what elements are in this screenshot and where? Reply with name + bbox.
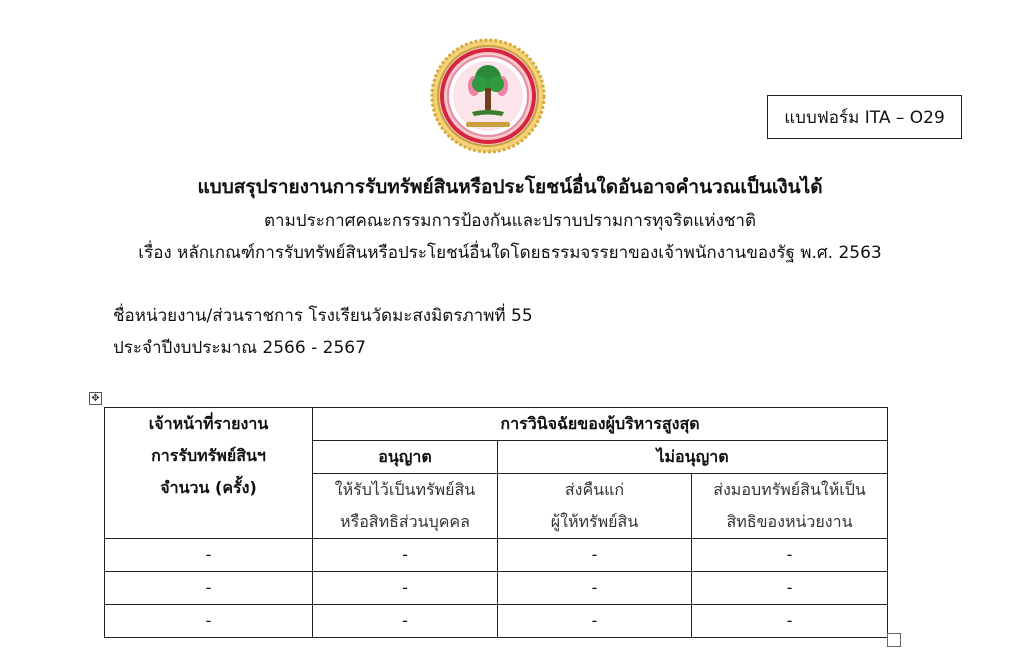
document-title: แบบสรุปรายงานการรับทรัพย์สินหรือประโยชน์อื่นใดอันอาจคำนวณเป็นเงินได้ bbox=[197, 176, 823, 198]
document-subtitle-1: ตามประกาศคณะกรรมการป้องกันและปราบปรามการทุจริตแห่งชาติ bbox=[263, 211, 757, 231]
deliver-subheader bbox=[692, 474, 888, 539]
school-logo bbox=[430, 38, 546, 154]
table-move-handle-icon[interactable]: ✥ bbox=[89, 392, 102, 405]
table-cell: - bbox=[105, 605, 313, 638]
document-subtitle-2: เรื่อง หลักเกณฑ์การรับทรัพย์สินหรือประโยชน์อื่นใดโดยธรรมจรรยาของเจ้าพนักงานของรัฐ พ.ศ. 2563 bbox=[138, 243, 882, 263]
table-cell: - bbox=[692, 539, 888, 572]
not-allowed-header: ไม่อนุญาต bbox=[498, 441, 888, 474]
officer-header-line-1: เจ้าหน้าที่รายงาน bbox=[148, 414, 269, 433]
table-row bbox=[105, 572, 888, 605]
officer-header-line-2: การรับทรัพย์สินฯ bbox=[151, 446, 266, 465]
school-emblem-tree-icon bbox=[430, 38, 546, 154]
table-cell: - bbox=[498, 539, 692, 572]
deliver-sub-line-1: ส่งมอบทรัพย์สินให้เป็น bbox=[713, 480, 866, 499]
allowed-sub-line-1: ให้รับไว้เป็นทรัพย์สิน bbox=[334, 480, 476, 499]
officer-count-header bbox=[105, 408, 313, 539]
deliver-sub-line-2: สิทธิของหน่วยงาน bbox=[726, 512, 853, 531]
allowed-subheader bbox=[313, 474, 498, 539]
return-subheader bbox=[498, 474, 692, 539]
table-cell: - bbox=[498, 572, 692, 605]
allowed-sub-line-2: หรือสิทธิส่วนบุคคล bbox=[340, 512, 470, 531]
table-row bbox=[105, 539, 888, 572]
budget-year-line: ประจำปีงบประมาณ 2566 - 2567 bbox=[113, 338, 366, 358]
table-cell: - bbox=[313, 539, 498, 572]
agency-line: ชื่อหน่วยงาน/ส่วนราชการ โรงเรียนวัดมะสงมิตรภาพที่ 55 bbox=[113, 306, 533, 326]
table-cell: - bbox=[105, 572, 313, 605]
allowed-header: อนุญาต bbox=[313, 441, 498, 474]
table-cell: - bbox=[692, 572, 888, 605]
return-sub-line-2: ผู้ให้ทรัพย์สิน bbox=[550, 512, 639, 531]
table-cell: - bbox=[105, 539, 313, 572]
table-cell: - bbox=[498, 605, 692, 638]
report-table bbox=[104, 407, 888, 638]
table-cell: - bbox=[692, 605, 888, 638]
form-code-label: แบบฟอร์ม ITA – O29 bbox=[784, 107, 945, 128]
table-cell: - bbox=[313, 572, 498, 605]
return-sub-line-1: ส่งคืนแก่ bbox=[564, 480, 625, 499]
table-cell: - bbox=[313, 605, 498, 638]
officer-header-line-3: จำนวน (ครั้ง) bbox=[160, 478, 257, 497]
table-row bbox=[105, 605, 888, 638]
form-code-box bbox=[767, 95, 962, 139]
decision-header: การวินิจฉัยของผู้บริหารสูงสุด bbox=[313, 408, 888, 441]
table-resize-handle[interactable] bbox=[887, 633, 901, 647]
